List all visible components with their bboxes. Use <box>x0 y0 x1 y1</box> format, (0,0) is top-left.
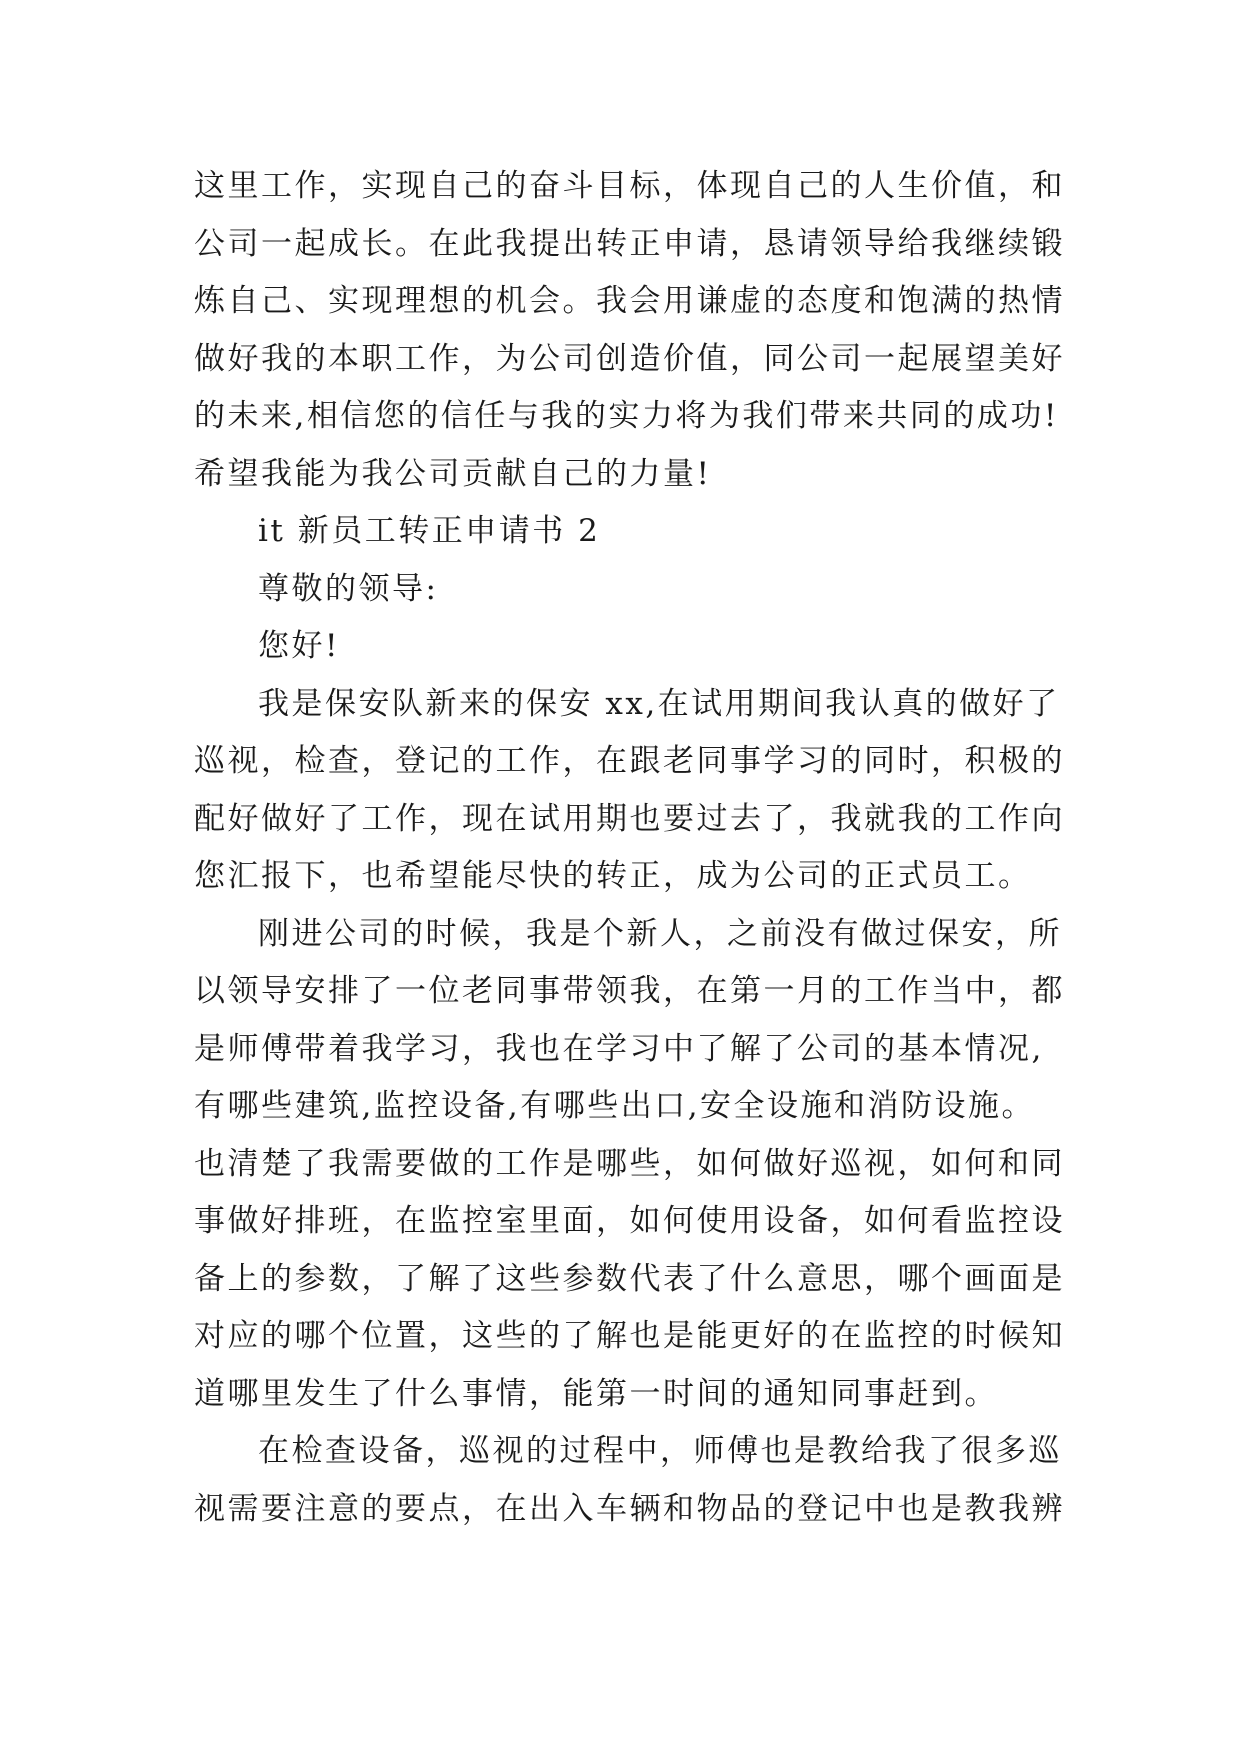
text-line: 公司一起成长。在此我提出转正申请，恳请领导给我继续锻 <box>194 225 1065 262</box>
text-line: 配好做好了工作，现在试用期也要过去了，我就我的工作向 <box>194 800 1065 837</box>
text-line: 的未来,相信您的信任与我的实力将为我们带来共同的成功! <box>194 398 1059 434</box>
text-line: 尊敬的领导: <box>258 570 439 607</box>
text-line: 巡视，检查，登记的工作，在跟老同事学习的同时，积极的 <box>194 743 1065 779</box>
text-line: 在检查设备，巡视的过程中，师傅也是教给我了很多巡 <box>258 1433 1062 1469</box>
text-line: 也清楚了我需要做的工作是哪些，如何做好巡视，如何和同 <box>194 1145 1065 1182</box>
text-line: 希望我能为我公司贡献自己的力量! <box>194 455 712 492</box>
text-line: 这里工作，实现自己的奋斗目标，体现自己的人生价值，和 <box>194 168 1065 204</box>
text-line: 炼自己、实现理想的机会。我会用谦虚的态度和饱满的热情 <box>194 283 1065 319</box>
text-line: 备上的参数，了解了这些参数代表了什么意思，哪个画面是 <box>194 1260 1065 1297</box>
text-line: 以领导安排了一位老同事带领我，在第一月的工作当中，都 <box>194 973 1065 1009</box>
text-line: 对应的哪个位置，这些的了解也是能更好的在监控的时候知 <box>194 1318 1065 1354</box>
text-line: 您好! <box>258 628 340 664</box>
text-line: 做好我的本职工作，为公司创造价值，同公司一起展望美好 <box>194 340 1065 377</box>
text-line: 视需要注意的要点，在出入车辆和物品的登记中也是教我辨 <box>194 1490 1065 1527</box>
document-body <box>194 158 1065 1538</box>
text-line: it 新员工转正申请书 2 <box>258 513 601 549</box>
text-line: 刚进公司的时候，我是个新人，之前没有做过保安，所 <box>258 915 1062 952</box>
text-line: 事做好排班，在监控室里面，如何使用设备，如何看监控设 <box>194 1203 1065 1239</box>
text-line: 有哪些建筑,监控设备,有哪些出口,安全设施和消防设施。 <box>194 1088 1036 1124</box>
text-line: 道哪里发生了什么事情，能第一时间的通知同事赶到。 <box>194 1375 998 1412</box>
text-line: 您汇报下，也希望能尽快的转正，成为公司的正式员工。 <box>194 858 1032 894</box>
text-line: 是师傅带着我学习，我也在学习中了解了公司的基本情况, <box>194 1030 1044 1067</box>
text-line: 我是保安队新来的保安 xx,在试用期间我认真的做好了 <box>258 685 1060 722</box>
